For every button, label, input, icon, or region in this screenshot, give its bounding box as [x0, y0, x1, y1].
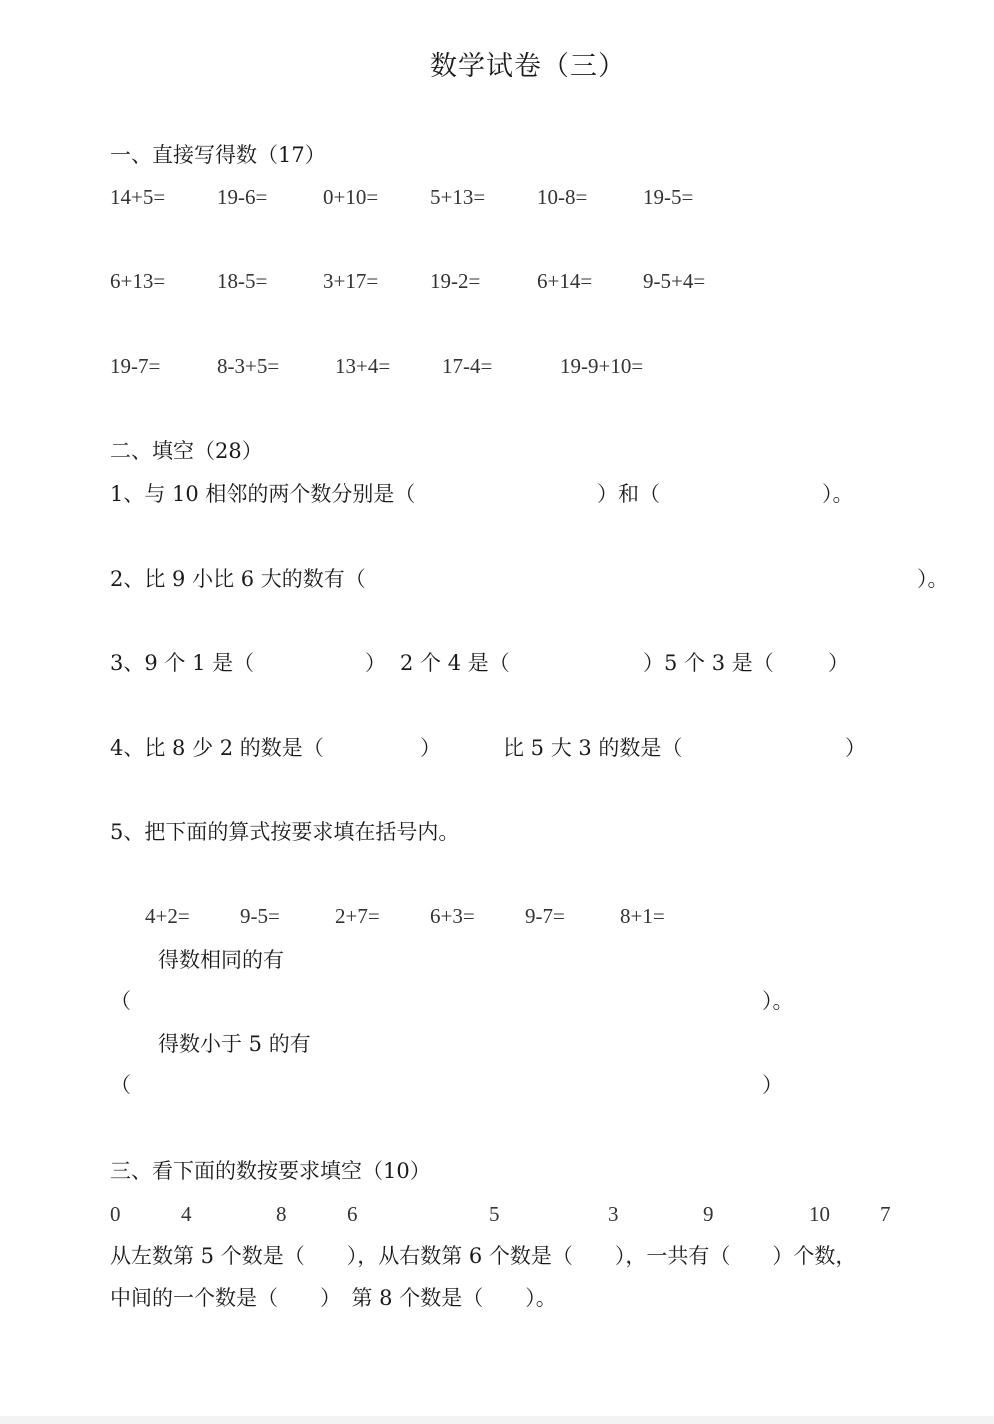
q5-same-label: 得数相同的有: [158, 948, 284, 972]
number: 4: [181, 1202, 192, 1226]
expr: 9-5+4=: [643, 269, 706, 293]
section3-line1: 从左数第 5 个数是（ ），从右数第 6 个数是（ ），一共有（ ）个数，: [110, 1244, 857, 1268]
expr: 8-3+5=: [217, 354, 280, 378]
section1-heading: 一、直接写得数（17）: [110, 143, 326, 167]
expr: 18-5=: [217, 269, 268, 293]
page-title: 数学试卷（三）: [430, 51, 626, 82]
q2-text: 2、比 9 小比 6 大的数有（: [110, 567, 366, 591]
q5-expr: 8+1=: [620, 904, 665, 928]
number: 3: [608, 1202, 619, 1226]
q4-part-b-end: ）: [845, 736, 866, 760]
q1-end: ）。: [822, 482, 854, 506]
expr: 6+13=: [110, 269, 166, 293]
q4-part-b: 比 5 大 3 的数是（: [503, 736, 683, 760]
q2-end: ）。: [917, 567, 949, 591]
q4-part-a-end: ）: [420, 736, 441, 760]
expr: 5+13=: [430, 185, 486, 209]
q3-part-a: 3、9 个 1 是（: [110, 651, 255, 675]
q5-expr: 9-5=: [240, 904, 280, 928]
q3-part-b-end: ）5 个 3 是（: [643, 651, 774, 675]
number: 5: [489, 1202, 500, 1226]
expr: 6+14=: [537, 269, 593, 293]
expr: 19-2=: [430, 269, 481, 293]
q5-expr: 4+2=: [145, 904, 190, 928]
q5-less-label: 得数小于 5 的有: [158, 1032, 311, 1056]
q3-part-a-end: ）: [365, 651, 386, 675]
q5-text: 5、把下面的算式按要求填在括号内。: [110, 820, 460, 844]
q3-part-c-end: ）: [828, 651, 849, 675]
section3-line2: 中间的一个数是（ ） 第 8 个数是（ ）。: [110, 1286, 557, 1310]
page-bottom-edge: [0, 1416, 994, 1424]
expr: 19-9+10=: [560, 354, 644, 378]
q3-part-b: 2 个 4 是（: [400, 651, 510, 675]
expr: 10-8=: [537, 185, 588, 209]
section2-heading: 二、填空（28）: [110, 439, 263, 463]
q5-expr: 2+7=: [335, 904, 380, 928]
number: 6: [347, 1202, 358, 1226]
q1-text: 1、与 10 相邻的两个数分别是（: [110, 482, 416, 506]
q5-expr: 9-7=: [525, 904, 565, 928]
number: 7: [880, 1202, 891, 1226]
q5-same-close: ）。: [762, 989, 794, 1013]
q5-expr: 6+3=: [430, 904, 475, 928]
expr: 3+17=: [323, 269, 379, 293]
q4-part-a: 4、比 8 少 2 的数是（: [110, 736, 324, 760]
expr: 19-5=: [643, 185, 694, 209]
number: 9: [703, 1202, 714, 1226]
expr: 13+4=: [335, 354, 391, 378]
q1-mid: ）和（: [597, 482, 660, 506]
number: 10: [809, 1202, 830, 1226]
section3-heading: 三、看下面的数按要求填空（10）: [110, 1159, 431, 1183]
q5-less-open: （: [110, 1073, 131, 1097]
number: 8: [276, 1202, 287, 1226]
expr: 17-4=: [442, 354, 493, 378]
q5-less-close: ）: [762, 1073, 783, 1097]
expr: 19-7=: [110, 354, 161, 378]
expr: 14+5=: [110, 185, 166, 209]
expr: 19-6=: [217, 185, 268, 209]
expr: 0+10=: [323, 185, 379, 209]
number: 0: [110, 1202, 121, 1226]
q5-same-open: （: [110, 989, 131, 1013]
